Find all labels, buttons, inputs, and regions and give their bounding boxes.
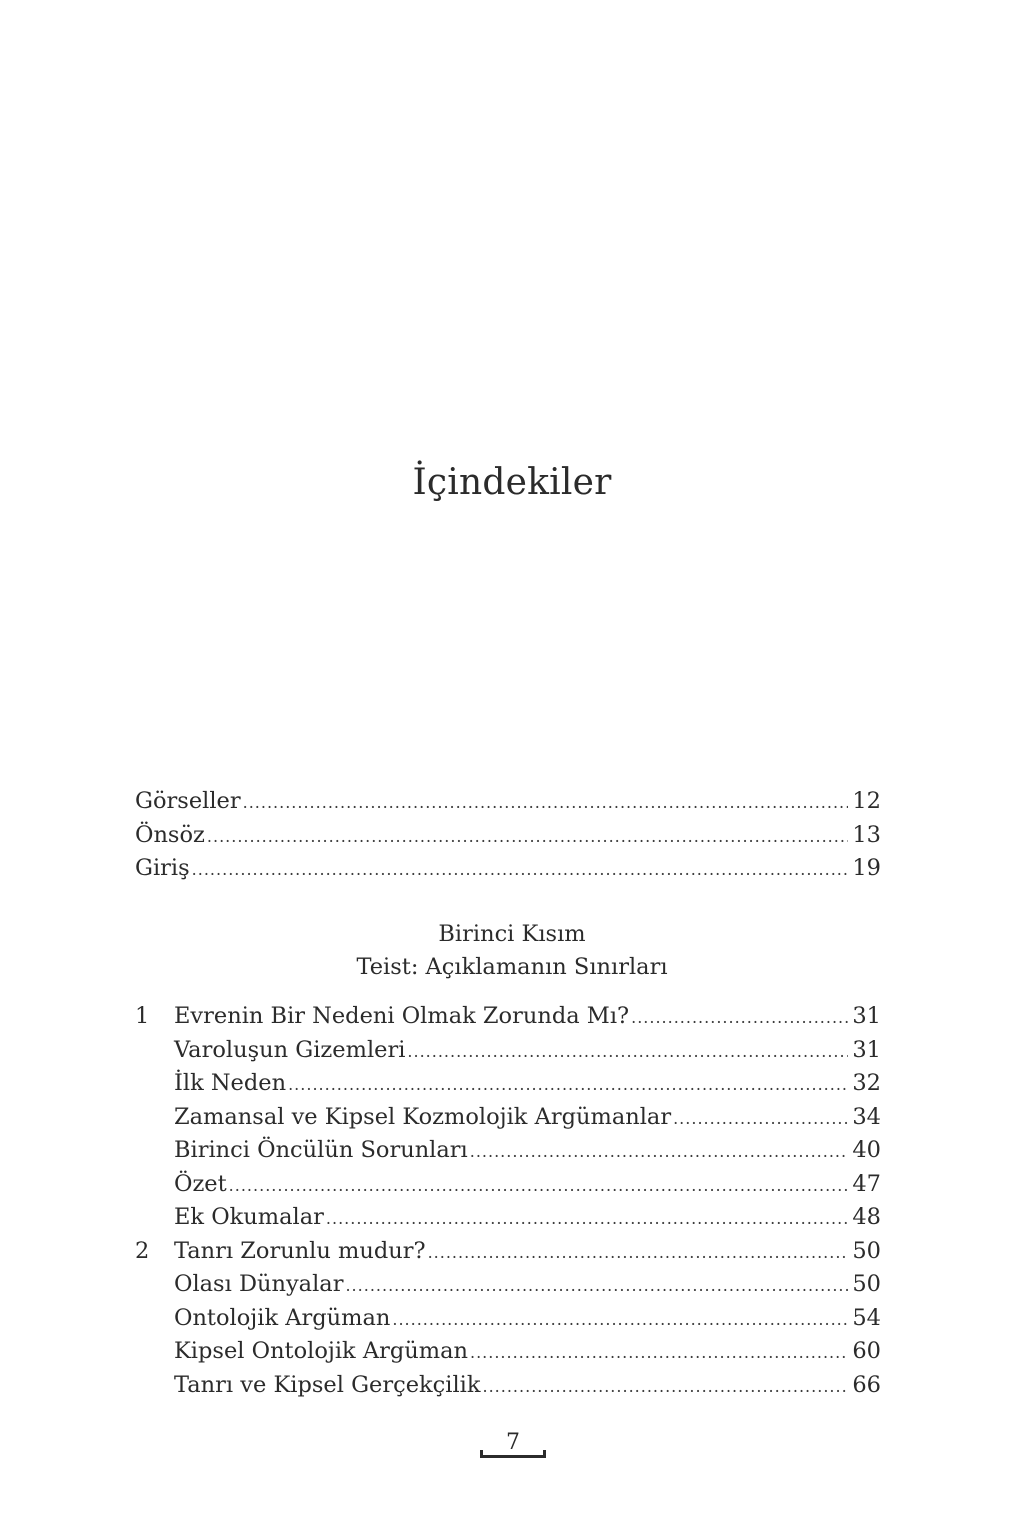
toc-entry-page: 19 bbox=[852, 855, 881, 881]
chapter-number: 2 bbox=[135, 1237, 150, 1264]
toc-chapter-entry bbox=[135, 1235, 881, 1269]
toc-entry-gorseller bbox=[135, 785, 881, 819]
toc-section-entry bbox=[135, 1168, 881, 1202]
dot-leader bbox=[631, 1001, 848, 1035]
dot-leader bbox=[407, 1035, 848, 1069]
toc-section-entry bbox=[135, 1034, 881, 1068]
toc-entry-page: 66 bbox=[852, 1371, 881, 1398]
dot-leader bbox=[673, 1102, 848, 1136]
chapter-list bbox=[135, 1000, 881, 1402]
toc-entry-title: Olası Dünyalar bbox=[174, 1271, 344, 1297]
toc-entry-page: 32 bbox=[852, 1070, 881, 1096]
toc-entry-onsoz bbox=[135, 819, 881, 853]
toc-entry-title: Özet bbox=[174, 1170, 227, 1197]
toc-entry-title: Evrenin Bir Nedeni Olmak Zorunda Mı? bbox=[174, 1003, 630, 1029]
dot-leader bbox=[288, 1068, 848, 1102]
part-label: Birinci Kısım bbox=[438, 921, 586, 947]
toc-section-entry bbox=[135, 1201, 881, 1235]
toc-entry-page: 60 bbox=[852, 1338, 881, 1364]
toc-entry-title: Zamansal ve Kipsel Kozmolojik Argümanlar bbox=[174, 1103, 672, 1130]
dot-leader bbox=[229, 1169, 849, 1203]
toc-entry-page: 31 bbox=[852, 1003, 881, 1029]
toc-entry-title: Ek Okumalar bbox=[174, 1204, 324, 1230]
dot-leader bbox=[192, 853, 849, 887]
page-footer bbox=[480, 1428, 546, 1458]
dot-leader bbox=[470, 1135, 849, 1169]
toc-section-entry bbox=[135, 1335, 881, 1369]
toc-entry-title: Tanrı ve Kipsel Gerçekçilik bbox=[174, 1371, 481, 1398]
part-subtitle: Teist: Açıklamanın Sınırları bbox=[356, 954, 668, 980]
dot-leader bbox=[470, 1336, 848, 1370]
footer-tick bbox=[543, 1450, 546, 1458]
toc-entry-page: 40 bbox=[852, 1137, 881, 1163]
dot-leader bbox=[483, 1370, 849, 1404]
footer-tick bbox=[480, 1450, 483, 1458]
dot-leader bbox=[392, 1303, 848, 1337]
toc-section-entry bbox=[135, 1369, 881, 1403]
dot-leader bbox=[243, 786, 849, 820]
dot-leader bbox=[207, 820, 848, 854]
toc-entry-title: Varoluşun Gizemleri bbox=[174, 1036, 406, 1063]
toc-entry-page: 13 bbox=[852, 821, 881, 848]
toc-section-entry bbox=[135, 1302, 881, 1336]
footer-rule bbox=[480, 1455, 546, 1458]
toc-entry-page: 54 bbox=[852, 1304, 881, 1331]
toc-entry-title: Görseller bbox=[135, 788, 241, 814]
dot-leader bbox=[345, 1269, 848, 1303]
toc-entry-giris bbox=[135, 852, 881, 886]
page-title: İçindekiler bbox=[412, 462, 612, 503]
toc-entry-title: Önsöz bbox=[135, 821, 205, 848]
toc-entry-page: 34 bbox=[852, 1103, 881, 1130]
toc-entry-title: Birinci Öncülün Sorunları bbox=[174, 1137, 468, 1163]
chapter-number: 1 bbox=[135, 1003, 150, 1029]
toc-entry-title: Kipsel Ontolojik Argüman bbox=[174, 1338, 468, 1364]
page-number: 7 bbox=[506, 1430, 520, 1455]
toc-section-entry bbox=[135, 1268, 881, 1302]
toc-section-entry bbox=[135, 1134, 881, 1168]
toc-entry-title: Ontolojik Argüman bbox=[174, 1304, 391, 1331]
toc-entry-page: 48 bbox=[852, 1204, 881, 1230]
toc-entry-title: Giriş bbox=[135, 855, 190, 881]
toc-section-entry bbox=[135, 1067, 881, 1101]
toc-chapter-entry bbox=[135, 1000, 881, 1034]
toc-entry-page: 12 bbox=[852, 788, 881, 814]
toc-entry-page: 50 bbox=[852, 1271, 881, 1297]
dot-leader bbox=[428, 1236, 849, 1270]
toc-section-entry bbox=[135, 1101, 881, 1135]
toc-entry-page: 50 bbox=[852, 1237, 881, 1264]
toc-entry-title: Tanrı Zorunlu mudur? bbox=[174, 1237, 426, 1264]
part-heading bbox=[0, 918, 1024, 984]
toc-entry-page: 47 bbox=[852, 1170, 881, 1197]
toc-entry-title: İlk Neden bbox=[174, 1070, 287, 1096]
front-matter-list bbox=[135, 785, 881, 886]
dot-leader bbox=[326, 1202, 848, 1236]
toc-entry-page: 31 bbox=[852, 1036, 881, 1063]
